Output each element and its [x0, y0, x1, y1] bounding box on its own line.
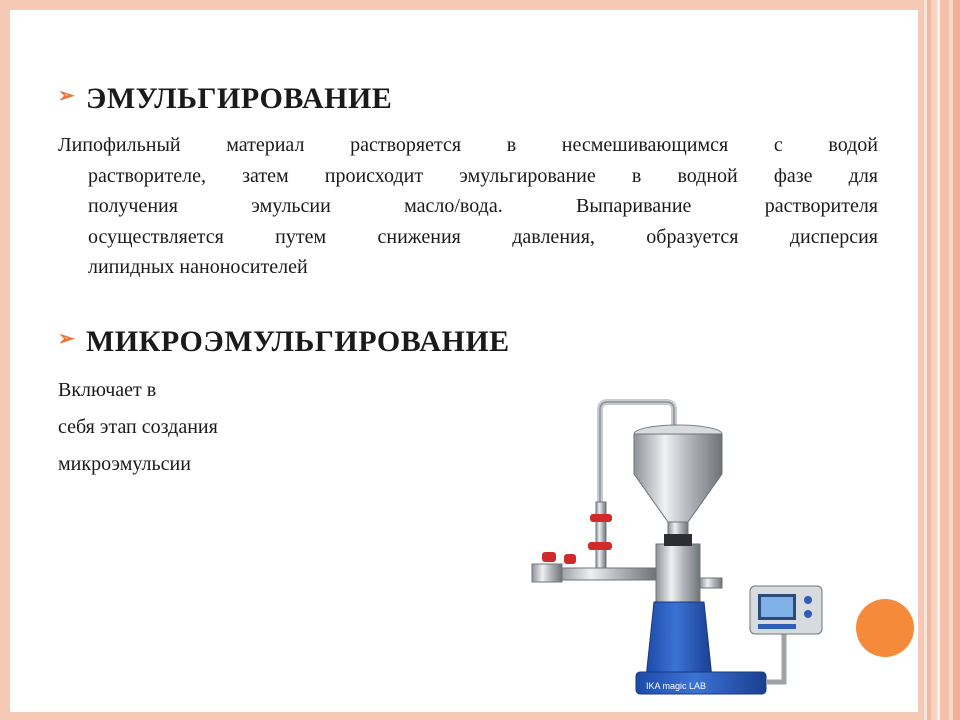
section-heading-emulsification [58, 82, 392, 116]
decorative-orange-circle [856, 599, 914, 657]
paragraph-line: Включает в [58, 379, 157, 401]
microemulsification-paragraph [58, 372, 218, 483]
paragraph-line: микроэмульсии [58, 453, 191, 475]
paragraph-line: осуществляется путем снижения давления, образуется дисперсия [88, 225, 878, 248]
paragraph-line: получения эмульсии масло/вода. Выпаривание растворителя [88, 195, 878, 217]
frame-top-border [10, 0, 918, 10]
section-heading-microemulsification [58, 325, 510, 359]
heading-text: ЭМУЛЬГИРОВАНИЕ [86, 82, 393, 115]
emulsification-paragraph [58, 130, 878, 283]
chevron-right-icon: ➢ [58, 85, 76, 107]
frame-bottom-border [10, 712, 918, 720]
paragraph-line: растворителе, затем происходит эмульгирование в водной фазе для [88, 164, 878, 187]
frame-right-stripes [918, 0, 960, 720]
chevron-right-icon: ➢ [58, 328, 76, 350]
paragraph-line: липидных наноносителей [88, 256, 308, 278]
machine-label: IKA magic LAB [646, 681, 707, 691]
paragraph-line: Липофильный материал растворяется в несмешивающимся с водой [58, 134, 878, 156]
frame-left-border [0, 0, 10, 720]
heading-text: МИКРОЭМУЛЬГИРОВАНИЕ [86, 325, 510, 358]
lab-emulsifier-machine-image [518, 382, 858, 707]
paragraph-line: себя этап создания [58, 416, 218, 438]
